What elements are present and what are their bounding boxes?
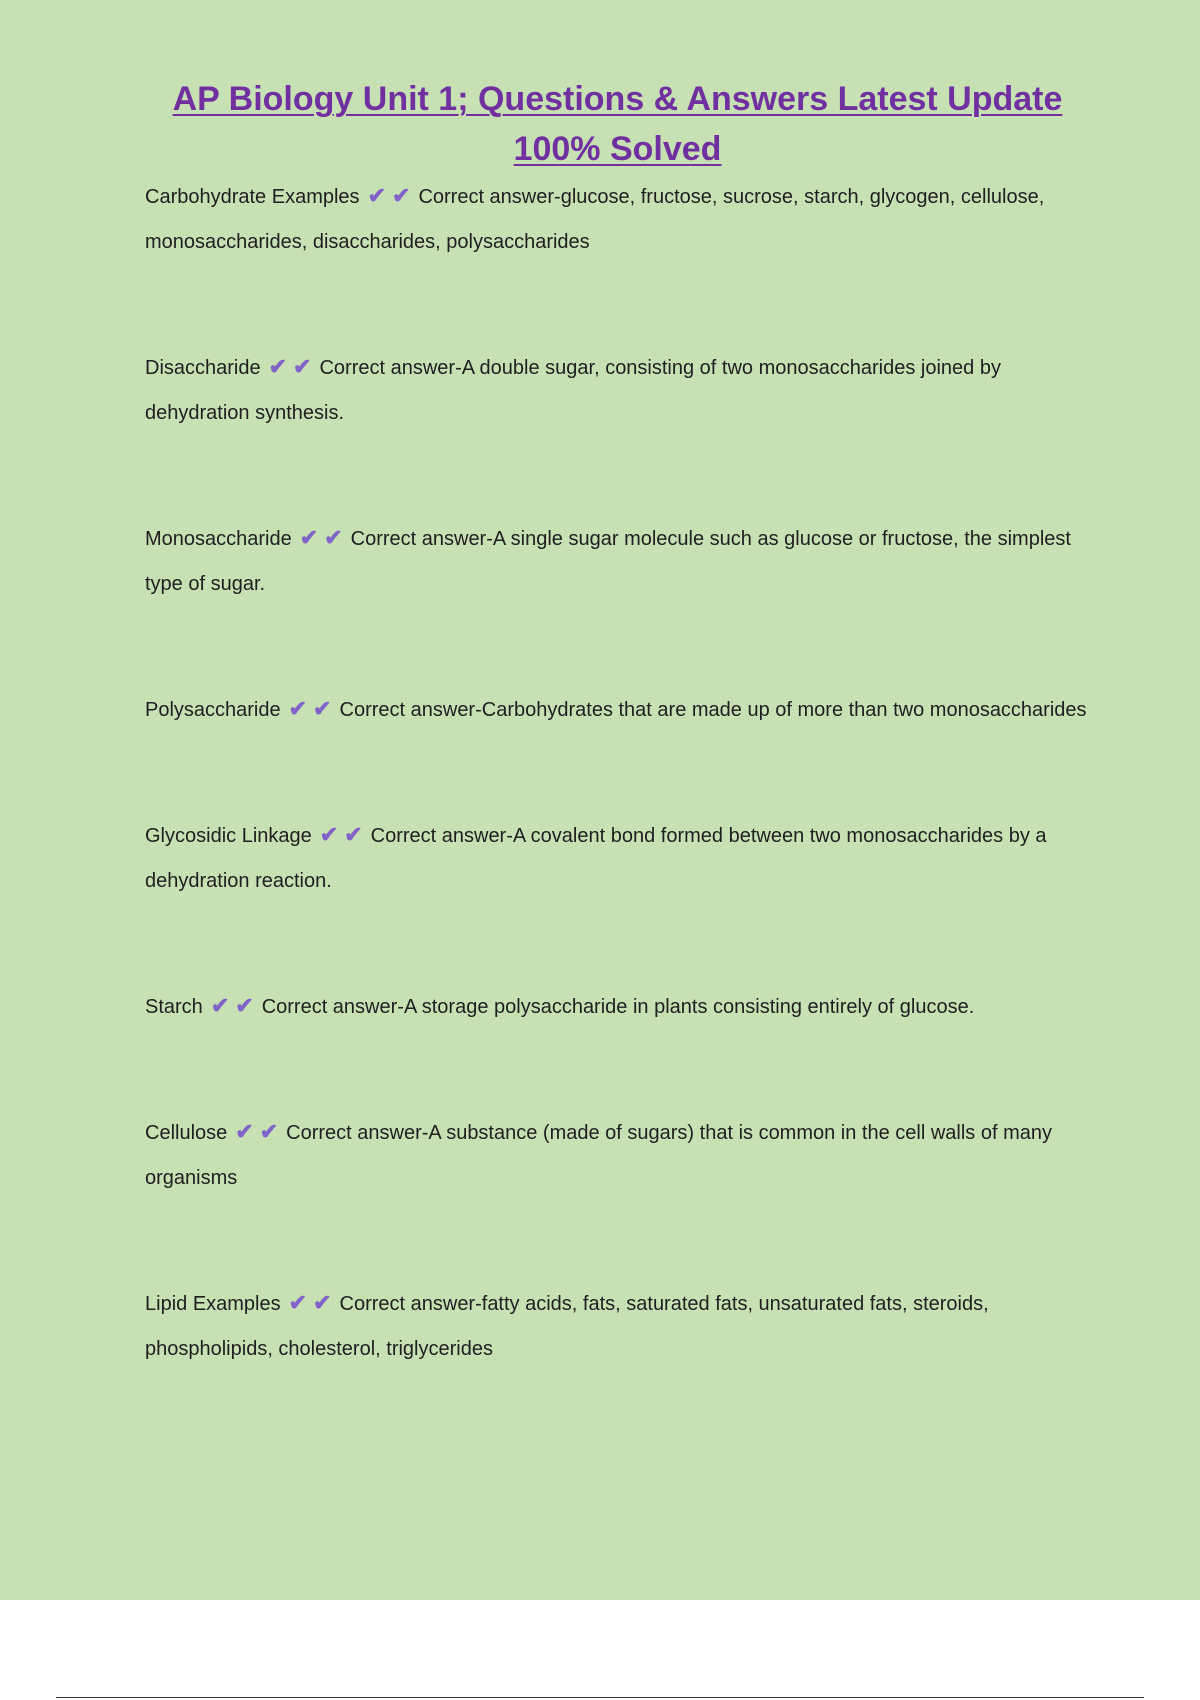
entry-term: Disaccharide: [145, 357, 261, 379]
entry-answer: Correct answer-Carbohydrates that are made up of more than two monosaccharides: [339, 699, 1087, 721]
check-mark-icon: ✔✔: [319, 822, 369, 847]
qa-entry-carbohydrate-examples: [145, 173, 1095, 265]
entry-term: Glycosidic Linkage: [145, 825, 312, 847]
title-line-1: AP Biology Unit 1; Questions & Answers Latest Update: [172, 80, 1063, 118]
entry-answer: Correct answer-fatty acids, fats, saturated fats, unsaturated fats, steroids, phospholipids, cholesterol, triglycerides: [145, 1293, 989, 1360]
entry-term: Monosaccharide: [145, 528, 292, 550]
entry-answer: Correct answer-A single sugar molecule such as glucose or fructose, the simplest type of sugar.: [145, 528, 1071, 595]
qa-entry-monosaccharide: [145, 515, 1095, 607]
check-mark-icon: ✔✔: [367, 183, 417, 208]
entry-term: Starch: [145, 996, 203, 1018]
entry-term: Lipid Examples: [145, 1293, 281, 1315]
qa-list: [145, 173, 1095, 1372]
check-mark-icon: ✔✔: [299, 525, 349, 550]
qa-entry-lipid-examples: [145, 1280, 1095, 1372]
entry-answer: Correct answer-A covalent bond formed between two monosaccharides by a dehydration reaction.: [145, 825, 1047, 892]
check-mark-icon: ✔✔: [210, 993, 260, 1018]
qa-entry-cellulose: [145, 1109, 1095, 1201]
qa-entry-starch: [145, 983, 1095, 1030]
qa-entry-glycosidic-linkage: [145, 812, 1095, 904]
title-line-2: 100% Solved: [513, 130, 722, 168]
document-title: [150, 74, 1085, 174]
check-mark-icon: ✔✔: [268, 354, 318, 379]
check-mark-icon: ✔✔: [288, 1290, 338, 1315]
check-mark-icon: ✔✔: [288, 696, 338, 721]
entry-term: Cellulose: [145, 1122, 228, 1144]
check-mark-icon: ✔✔: [235, 1119, 285, 1144]
entry-answer: Correct answer-A double sugar, consisting of two monosaccharides joined by dehydration synthesis.: [145, 357, 1001, 424]
qa-entry-disaccharide: [145, 344, 1095, 436]
entry-answer: Correct answer-glucose, fructose, sucrose, starch, glycogen, cellulose, monosaccharides, disaccharides, polysaccharides: [145, 186, 1045, 253]
entry-term: Polysaccharide: [145, 699, 281, 721]
entry-answer: Correct answer-A storage polysaccharide in plants consisting entirely of glucose.: [261, 996, 975, 1018]
entry-answer: Correct answer-A substance (made of sugars) that is common in the cell walls of many organisms: [145, 1122, 1053, 1189]
footer-divider: [56, 1697, 1144, 1698]
entry-term: Carbohydrate Examples: [145, 186, 360, 208]
qa-entry-polysaccharide: [145, 686, 1095, 733]
